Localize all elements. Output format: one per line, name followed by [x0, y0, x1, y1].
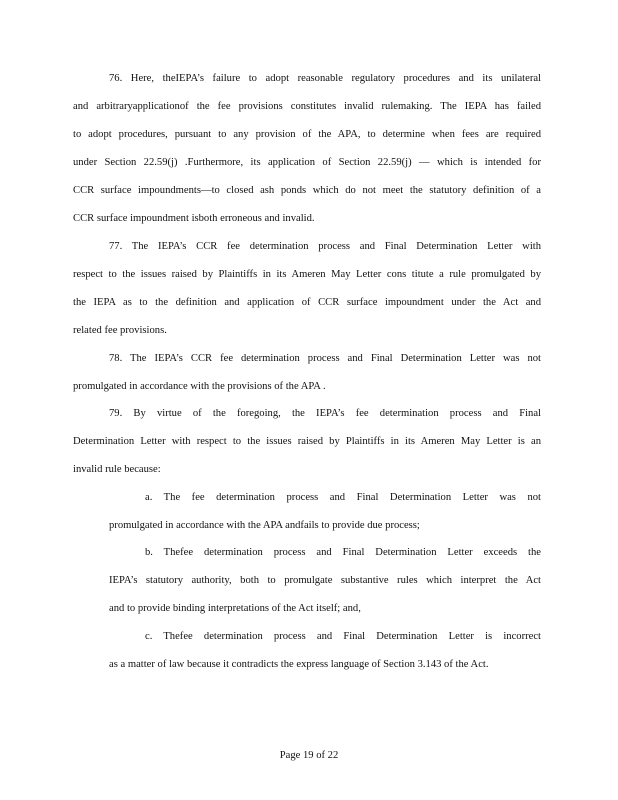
- subitem-a-line-2: promulgated in accordance with the APA andfails to provide due process;: [109, 520, 420, 531]
- subitem-b-line-2: IEPA’s statutory authority, both to promulgate substantive rules which interpret the Act: [109, 575, 541, 586]
- subitem-c-line-1: c. Thefee determination process and Final Determination Letter is incorrect: [145, 631, 541, 642]
- paragraph-76-line-6: CCR surface impoundment isboth erroneous and invalid.: [73, 213, 315, 224]
- paragraph-77-line-2: respect to the issues raised by Plaintiffs in its Ameren May Letter cons titute a rule promulgated by: [73, 269, 541, 280]
- paragraph-76-line-3: to adopt procedures, pursuant to any provision of the APA, to determine when fees are required: [73, 129, 541, 140]
- subitem-b-line-3: and to provide binding interpretations of the Act itself; and,: [109, 603, 361, 614]
- paragraph-78-line-2: promulgated in accordance with the provisions of the APA .: [73, 381, 326, 392]
- paragraph-79-line-1: 79. By virtue of the foregoing, the IEPA’s fee determination process and Final: [109, 408, 541, 419]
- paragraph-77-line-4: related fee provisions.: [73, 325, 167, 336]
- page-number: Page 19 of 22: [279, 750, 339, 761]
- paragraph-76-line-1: 76. Here, theIEPA’s failure to adopt reasonable regulatory procedures and its unilateral: [109, 73, 541, 84]
- subitem-c-line-2: as a matter of law because it contradicts the express language of Section 3.143 of the Act.: [109, 659, 489, 670]
- subitem-a-line-1: a. The fee determination process and Final Determination Letter was not: [145, 492, 541, 503]
- paragraph-76-line-5: CCR surface impoundments—to closed ash ponds which do not meet the statutory definition of a: [73, 185, 541, 196]
- paragraph-77-line-3: the IEPA as to the definition and application of CCR surface impoundment under the Act and: [73, 297, 541, 308]
- paragraph-79-line-2: Determination Letter with respect to the issues raised by Plaintiffs in its Ameren May Letter is an: [73, 436, 541, 447]
- paragraph-76-line-2: and arbitraryapplicationof the fee provisions constitutes invalid rulemaking. The IEPA has failed: [73, 101, 541, 112]
- paragraph-79-line-3: invalid rule because:: [73, 464, 161, 475]
- subitem-b-line-1: b. Thefee determination process and Final Determination Letter exceeds the: [145, 547, 541, 558]
- paragraph-76-line-4: under Section 22.59(j) .Furthermore, its application of Section 22.59(j) — which is intended for: [73, 157, 541, 168]
- paragraph-77-line-1: 77. The IEPA’s CCR fee determination process and Final Determination Letter with: [109, 241, 541, 252]
- paragraph-78-line-1: 78. The IEPA’s CCR fee determination process and Final Determination Letter was not: [109, 353, 541, 364]
